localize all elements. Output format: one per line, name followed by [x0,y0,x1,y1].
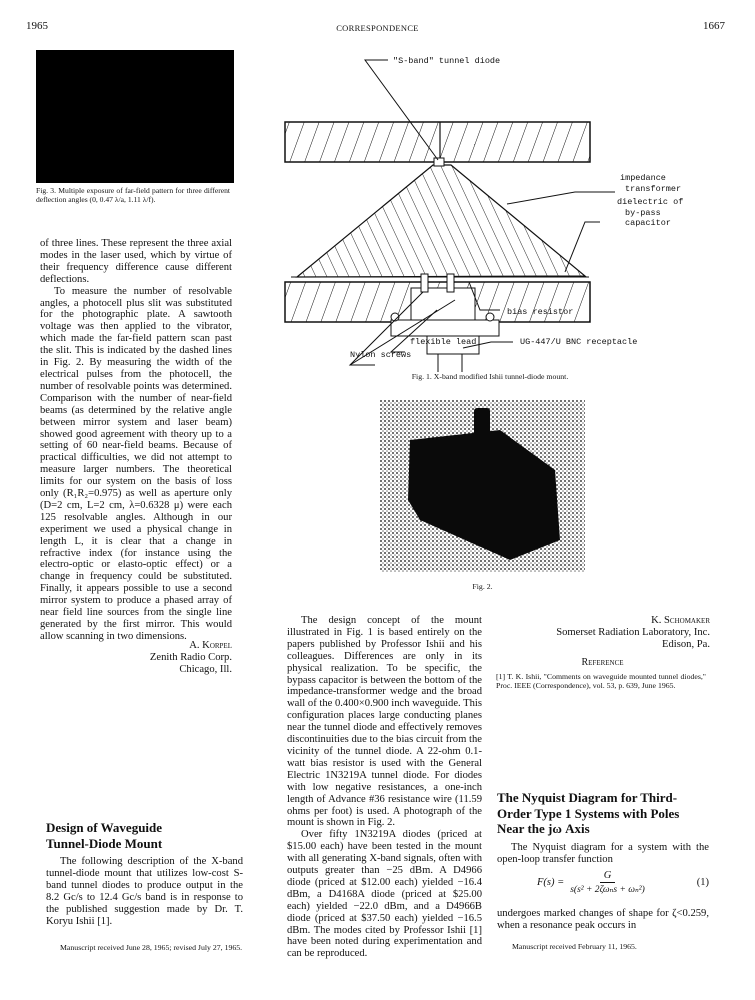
signature-schomaker [495,615,710,651]
reference-heading: Reference [581,657,624,668]
fig2-caption: Fig. 2. [472,582,493,591]
article-intro-nyquist: The Nyquist diagram for a system with the open-loop transfer function [497,842,709,865]
author-location: Chicago, Ill. [179,664,232,675]
article-intro-waveguide: The following description of the X-band tunnel-diode mount that utilizes low-cost S-band tunnel diodes to produce output in the 8.2 Gc/s to 12.4 Gc/s band is in response to the published suggestion made by Dr. T. Koryu Ishii [1]. [46,856,243,927]
footnote-nyquist: Manuscript received February 11, 1965. [512,942,637,951]
equation-1 [537,870,709,895]
label-flexible-lead: flexible lead [410,337,477,347]
header-year: 1965 [26,20,48,32]
paragraph: The design concept of the mount illustrated in Fig. 1 is based entirely on the papers published by Professor Ishii and his colleagues. Differences are only in its physical realization. To be specific, the bypass capacitor is between the bottom of the impedance-transformer wedge and the broad wall of the 0.400×0.900 inch waveguide. This configuration places large conducting planes near the tunnel diode and effectively removes discontinuities due to the bias circuit from the vicinity of the tunnel diode. A 22-ohm 0.1-watt bias resistor is used with the General Electric 1N3219A tunnel diode. For diodes with low negative resistances, a one-inch length of Advance #36 resistance wire (11.59 ohms per foot) is used. A photograph of the mount is shown in Fig. 2. [287,615,482,829]
footnote-manuscript: Manuscript received June 28, 1965; revised July 27, 1965. [60,943,243,952]
label-tunnel-diode: "S-band" tunnel diode [393,56,501,66]
header-page-number: 1667 [703,20,725,32]
author-location: Edison, Pa. [662,639,710,650]
label-dielectric-1: dielectric of [617,197,684,207]
label-impedance-1: impedance [620,173,666,183]
fig3-caption: Fig. 3. Multiple exposure of far-field pattern for three different deflection angles (0, 0.47 λ/a, 1.11 λ/f). [36,186,230,204]
paragraph: Over fifty 1N3219A diodes (priced at $15.00 each) have been tested in the mount with all generating X-band signals, often with outputs greater than −25 dBm. A D4966 diode (priced at $12.00 each) yielded −16.4 dBm, a D4168A diode (priced at $25.00 each) yielded −22.0 dBm, and a D4966B diode (priced at $37.50 each) yielded −16.5 dBm. The modes cited by Professor Ishii [1] have been noted during experimentation and can be reproduced. [287,829,482,960]
header-section: CORRESPONDENCE [336,23,419,33]
label-nylon-screws: Nylon screws [350,350,412,360]
middle-column-body [287,615,482,960]
equation-fraction: $\frac{G}{\text{s(s² + 2ζωₙs + ωₙ²)}}$ [570,870,645,895]
equation-lhs: F(s) = [537,877,565,888]
author-name: K. Schomaker [651,615,710,626]
left-column-body [40,238,232,643]
paragraph: of three lines. These represent the three axial modes in the laser used, which by virtue of their frequency difference cause different deflections. [40,238,232,285]
fig1-caption: Fig. 1. X-band modified Ishii tunnel-diode mount. [411,372,569,381]
fig1-diagram [255,52,755,372]
author-affiliation: Zenith Radio Corp. [149,652,232,663]
label-impedance-2: transformer [625,184,682,194]
signature-korpel [40,640,232,676]
label-bnc-receptacle: UG-447/U BNC receptacle [520,337,638,347]
article-title-nyquist: The Nyquist Diagram for Third- Order Type 1 Systems with Poles Near the jω Axis [497,790,680,836]
article-title-waveguide: Design of Waveguide Tunnel-Diode Mount [46,820,163,851]
paragraph: To measure the number of resolvable angles, a photocell plus slit was substituted for the photographic plate. A sawtooth voltage was then applied to the vibrator, which made the far-field pattern scan past the slit. This is indicated by the dashed lines in Fig. 2. By measuring the width of the electrical pulses from the photocell, the number of resolvable points was determined. Comparison with the number of near-field beams (as determined by the relative angle between mirror system and laser beam) showed good agreement with theory up to a setting of 60 near-field beams. Because of practical difficulties, we did not attempt to measure larger numbers. The theoretical limits for our system on the basis of loss only (R₁R₂=0.975) as well as aperture only (D=2 cm, L=2 cm, λ=0.6328 μ) were each 125 resolvable angles. Although in our experiment we used a physical change in length L, it is clear that a change in refractive index (for instance using the electro-optic or elasto-optic effect) or a change in frequency could be substituted. Finally, it appears possible to use a second mirror system to produce a phased array of near field line sources from the single line generated by the first mirror. This would allow scanning in two dimensions. [40,285,232,642]
fig3-image [36,50,234,183]
author-name: A. Korpel [189,640,232,651]
author-affiliation: Somerset Radiation Laboratory, Inc. [556,627,710,638]
reference-item: [1] T. K. Ishii, "Comments on waveguide mounted tunnel diodes," Proc. IEEE (Correspondence), vol. 53, p. 639, June 1965. [496,672,706,690]
label-dielectric-3: capacitor [625,218,671,228]
label-bias-resistor: bias resistor [507,307,574,317]
equation-number: (1) [696,877,709,888]
article-after-eq: undergoes marked changes of shape for ζ<0.259, when a resonance peak occurs in [497,908,709,931]
label-dielectric-2: by-pass [625,208,661,218]
fig2-photo [380,400,585,572]
